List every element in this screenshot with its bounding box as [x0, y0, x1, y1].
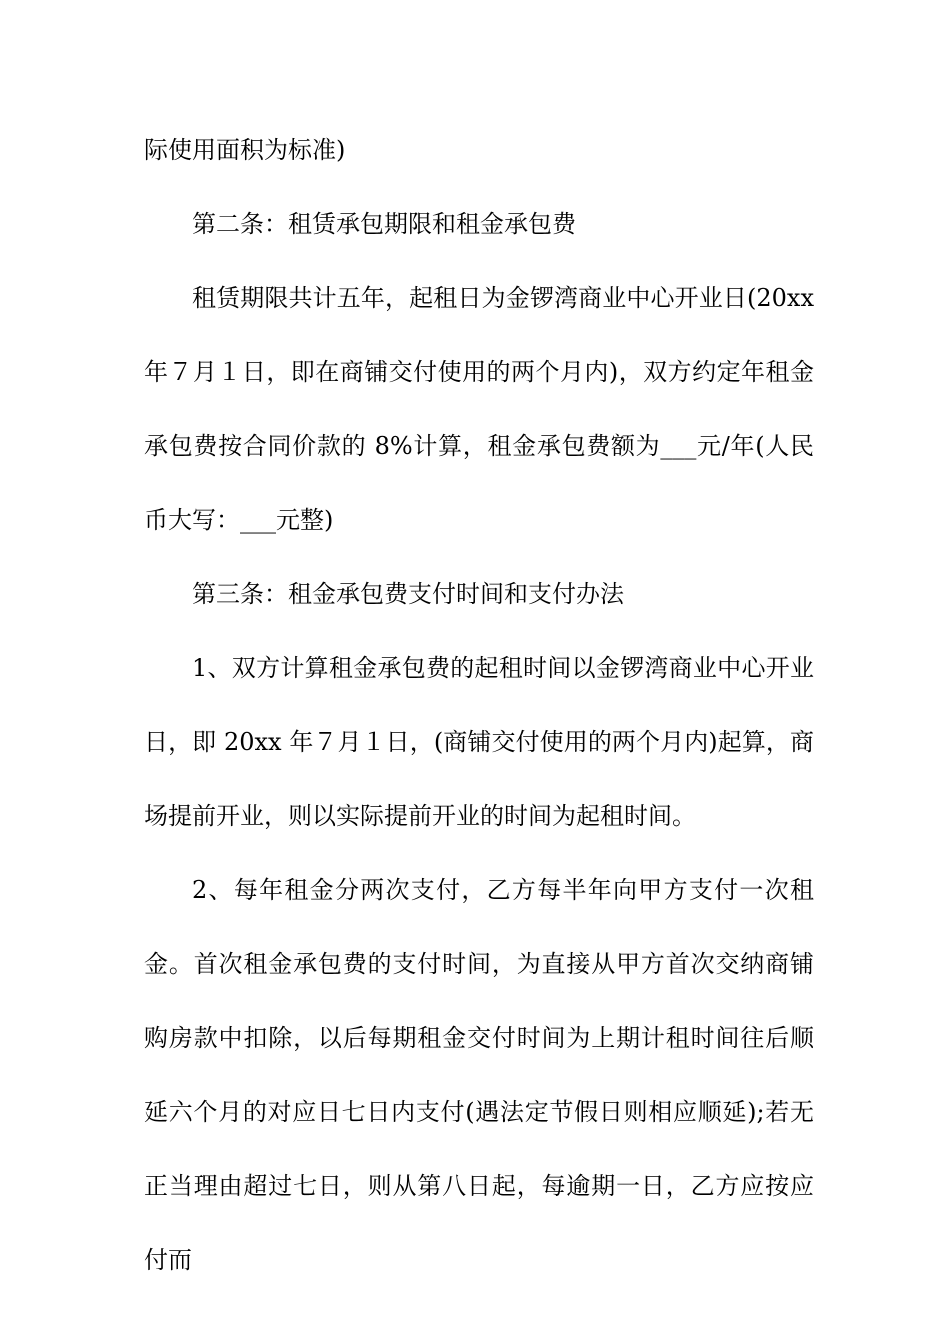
article-3-heading: 第三条：租金承包费支付时间和支付办法: [192, 580, 624, 608]
article-2-heading: 第二条：租赁承包期限和租金承包费: [192, 210, 576, 238]
article-3-clause-2: 2、每年租金分两次支付，乙方每半年向甲方支付一次租金。首次租金承包费的支付时间，为直接从甲方首次交纳商铺购房款中扣除，以后每期租金交付时间为上期计租时间往后顺延六个月的对应日七日内支付(遇法定节假日则相应顺延);若无正当理由超过七日，则从第八日起，每逾期一日，乙方应按应付而: [144, 876, 814, 1274]
article-2-body: 租赁期限共计五年，起租日为金锣湾商业中心开业日(20xx年７月１日，即在商铺交付使用的两个月内)，双方约定年租金承包费按合同价款的 8%计算，租金承包费额为___元/年(人民币大写：___元整): [144, 284, 814, 534]
paragraph-continuation: 际使用面积为标准): [144, 136, 346, 164]
article-3-clause-1: 1、双方计算租金承包费的起租时间以金锣湾商业中心开业日，即 20xx 年７月１日，(商铺交付使用的两个月内)起算，商场提前开业，则以实际提前开业的时间为起租时间。: [144, 654, 814, 830]
document-body: [144, 131, 814, 1315]
